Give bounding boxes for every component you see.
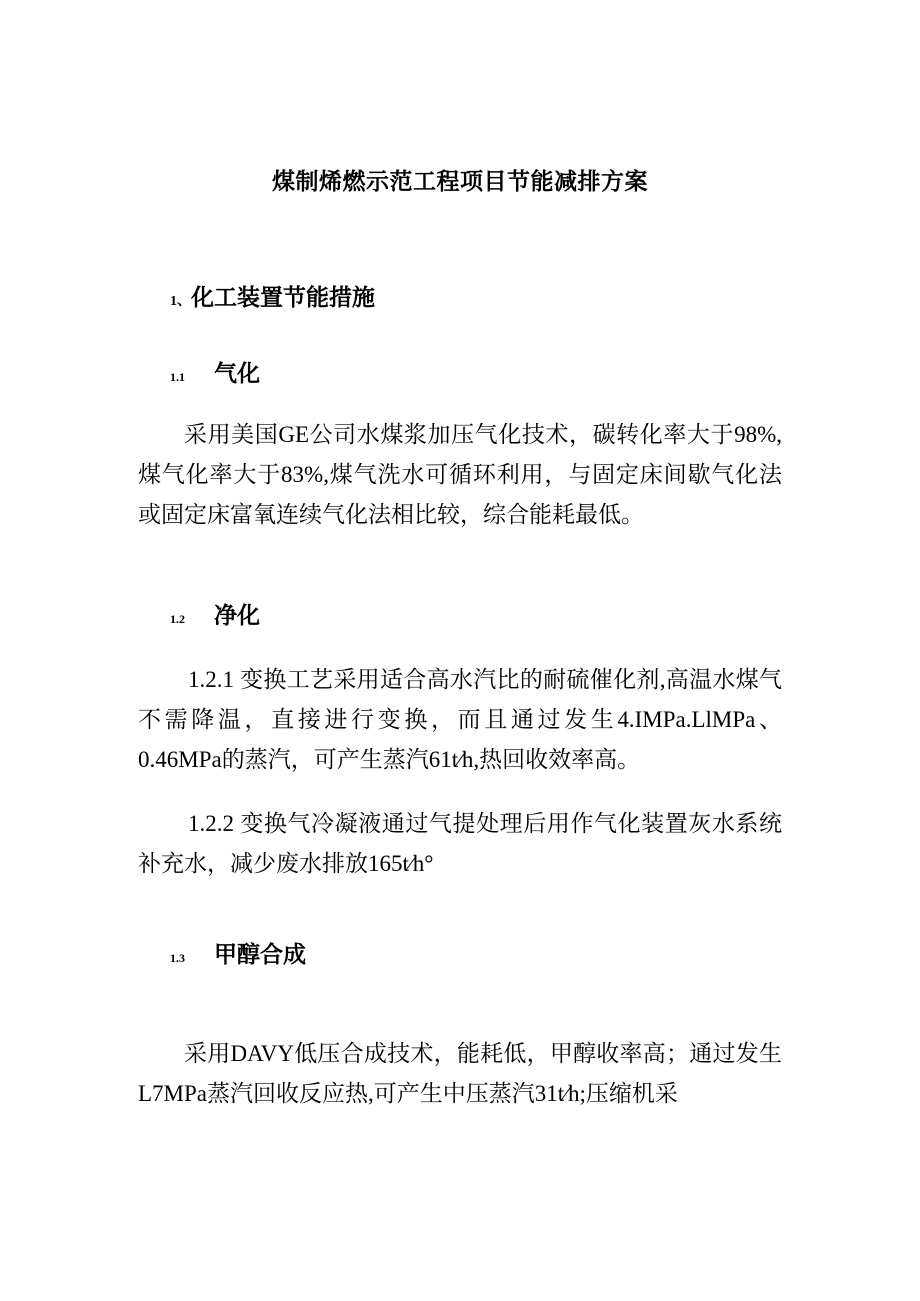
section-1-1-number: 1.1 — [170, 370, 185, 384]
section-1-title: 化工装置节能措施 — [191, 285, 375, 311]
section-1-3-title: 甲醇合成 — [214, 942, 306, 968]
section-1-3-paragraph: 采用DAVY低压合成技术，能耗低，甲醇收率高；通过发生L7MPa蒸汽回收反应热,可产生中压蒸汽31t∕h;压缩机采 — [138, 1041, 782, 1106]
document-title: 煤制烯燃示范工程项目节能减排方案 — [272, 169, 648, 195]
section-1-2-heading — [170, 597, 260, 630]
section-1-1-heading — [170, 355, 260, 388]
section-1-3-heading — [170, 936, 306, 969]
section-1-heading — [170, 279, 375, 312]
section-1-3-number: 1.3 — [170, 951, 185, 965]
section-1-1-paragraph: 采用美国GE公司水煤浆加压气化技术，碳转化率大于98%,煤气化率大于83%,煤气洗水可循环利用，与固定床间歇气化法或固定床富氧连续气化法相比较，综合能耗最低。 — [138, 422, 782, 527]
section-1-number: 1、 — [170, 294, 191, 309]
section-1-2-2-paragraph: 1.2.2 变换气冷凝液通过气提处理后用作气化装置灰水系统补充水，减少废水排放165t∕h° — [138, 811, 782, 876]
section-1-2-title: 净化 — [214, 603, 260, 629]
section-1-2-1-paragraph: 1.2.1 变换工艺采用适合高水汽比的耐硫催化剂,高温水煤气不需降温，直接进行变换，而且通过发生4.IMPa.LlMPa、0.46MPa的蒸汽，可产生蒸汽61t∕h,热回收效率高。 — [138, 667, 782, 772]
section-1-1-title: 气化 — [214, 361, 260, 387]
section-1-2-number: 1.2 — [170, 612, 185, 626]
